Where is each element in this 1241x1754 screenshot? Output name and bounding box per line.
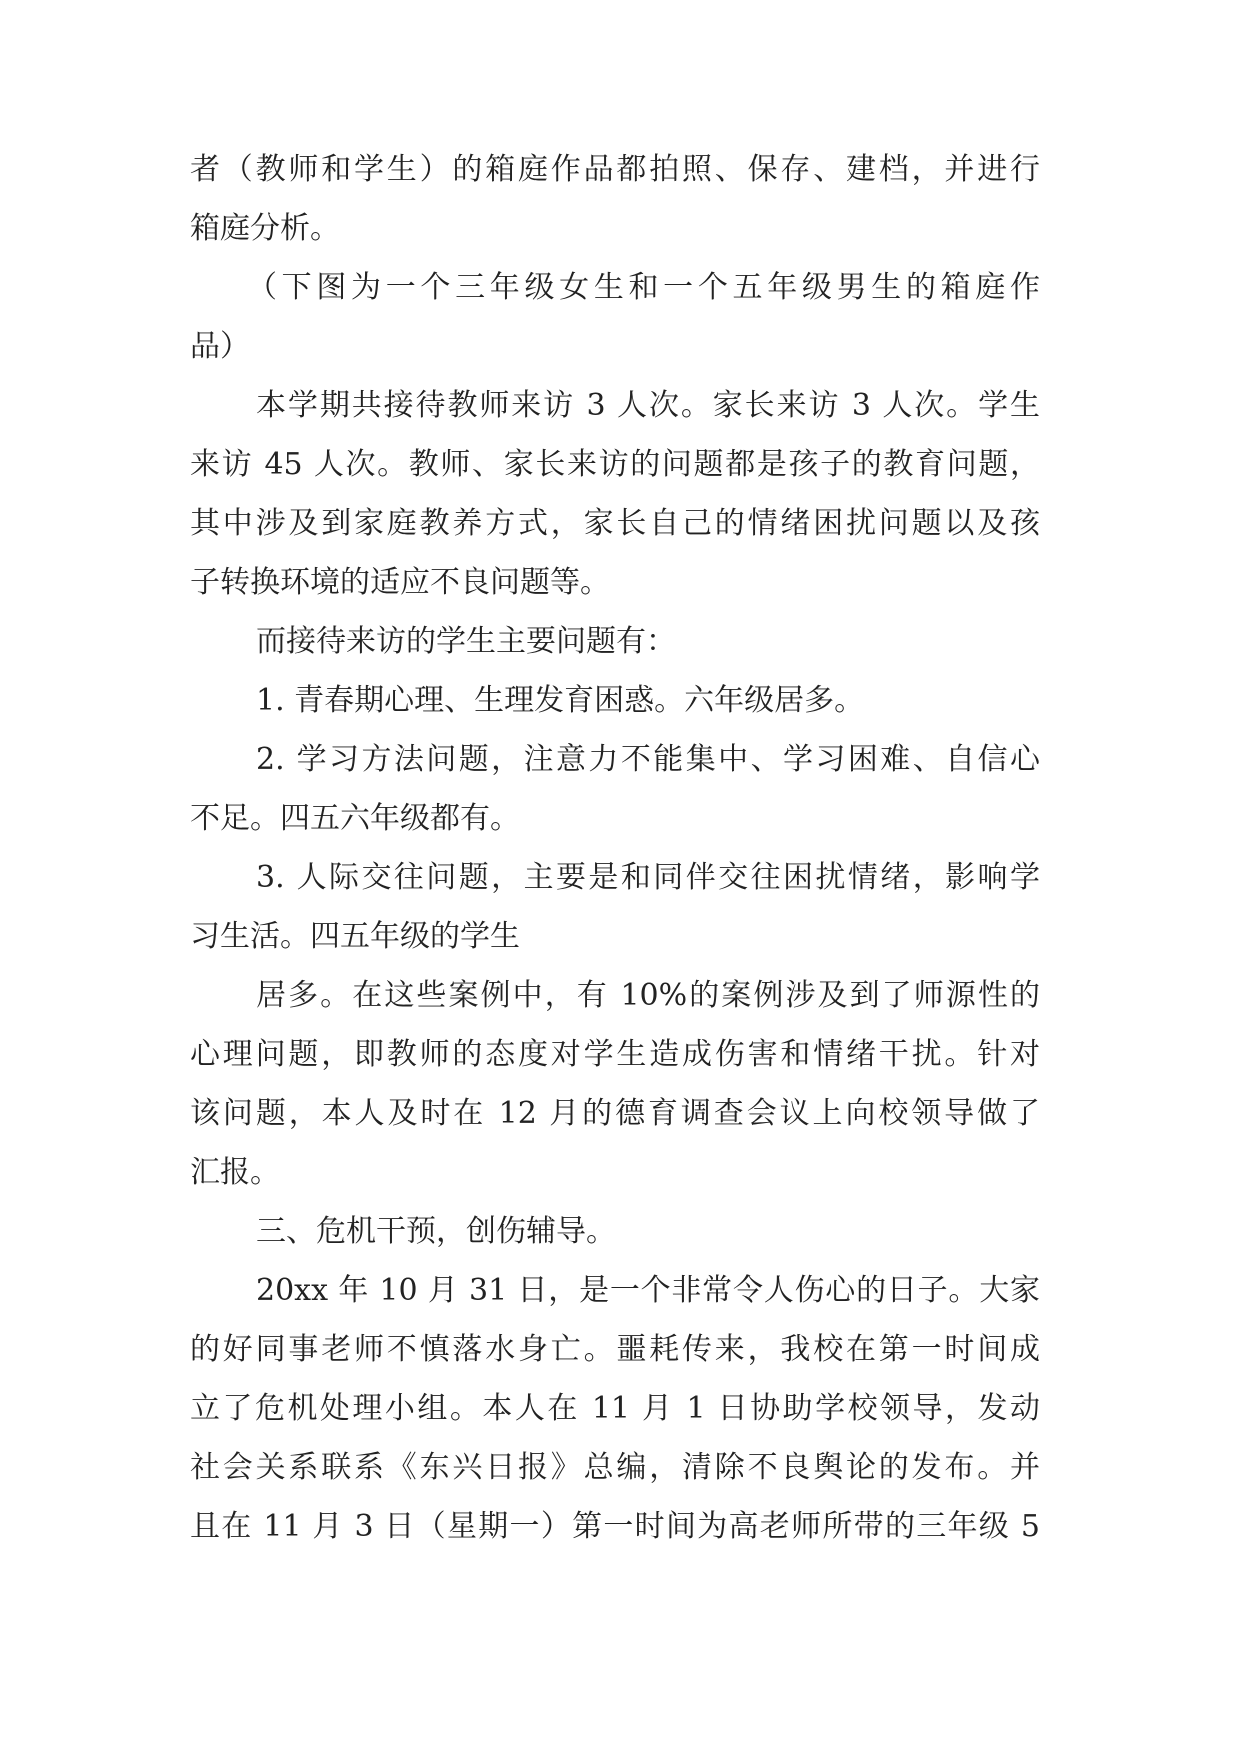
text-line: （下图为一个三年级女生和一个五年级男生的箱庭作 <box>247 270 1040 305</box>
text-line: 而接待来访的学生主要问题有： <box>256 624 676 659</box>
text-line: 2. 学习方法问题，注意力不能集中、学习困难、自信心 <box>256 742 1040 777</box>
text-line: 社会关系联系《东兴日报》总编，清除不良舆论的发布。并 <box>190 1450 1040 1485</box>
text-line: 3. 人际交往问题，主要是和同伴交往困扰情绪，影响学 <box>256 860 1040 895</box>
text-line: 的好同事老师不慎落水身亡。噩耗传来，我校在第一时间成 <box>190 1332 1040 1367</box>
text-line: 居多。在这些案例中，有 10%的案例涉及到了师源性的 <box>256 978 1040 1013</box>
text-line: 不足。四五六年级都有。 <box>190 801 520 836</box>
text-line: 且在 11 月 3 日（星期一）第一时间为高老师所带的三年级 5 <box>190 1509 1040 1544</box>
section-heading: 三、危机干预，创伤辅导。 <box>256 1214 616 1249</box>
text-line: 立了危机处理小组。本人在 11 月 1 日协助学校领导，发动 <box>190 1391 1040 1426</box>
text-line: 该问题，本人及时在 12 月的德育调查会议上向校领导做了 <box>190 1096 1040 1131</box>
text-line: 习生活。四五年级的学生 <box>190 919 520 954</box>
text-line: 来访 45 人次。教师、家长来访的问题都是孩子的教育问题， <box>190 447 1040 482</box>
text-line: 心理问题，即教师的态度对学生造成伤害和情绪干扰。针对 <box>190 1037 1040 1072</box>
text-line: 1. 青春期心理、生理发育困惑。六年级居多。 <box>256 683 865 718</box>
text-line: 子转换环境的适应不良问题等。 <box>190 565 610 600</box>
text-line: 箱庭分析。 <box>190 211 340 246</box>
text-line: 20xx 年 10 月 31 日，是一个非常令人伤心的日子。大家 <box>256 1273 1040 1308</box>
text-line: 其中涉及到家庭教养方式，家长自己的情绪困扰问题以及孩 <box>190 506 1040 541</box>
text-line: 本学期共接待教师来访 3 人次。家长来访 3 人次。学生 <box>256 388 1040 423</box>
text-line: 品） <box>190 329 250 364</box>
text-line: 者（教师和学生）的箱庭作品都拍照、保存、建档，并进行 <box>190 152 1040 187</box>
text-line: 汇报。 <box>190 1155 280 1190</box>
